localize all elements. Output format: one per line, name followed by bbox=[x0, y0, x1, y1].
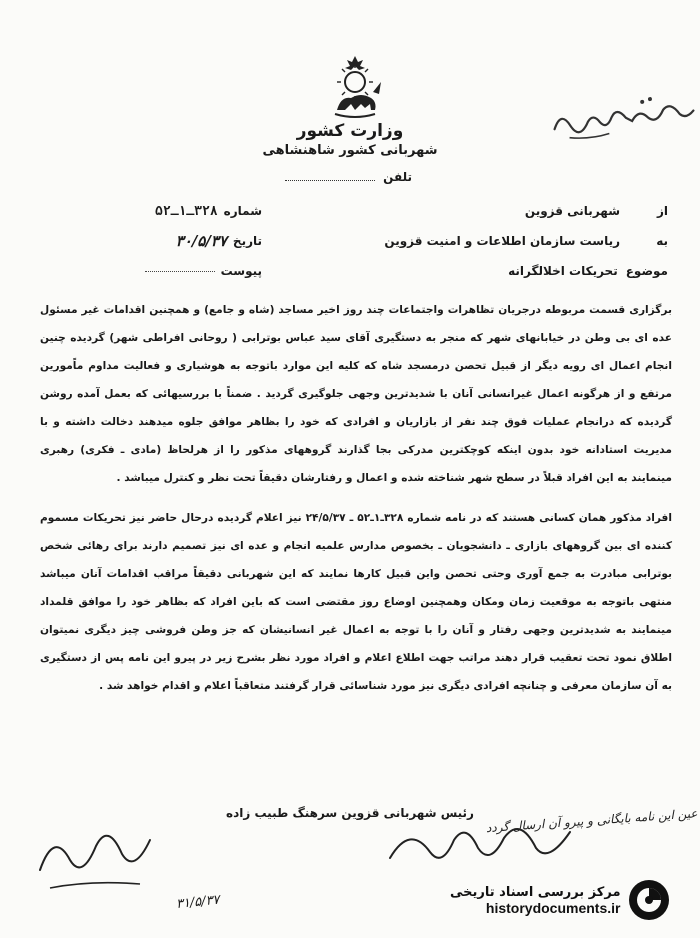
date-row bbox=[52, 226, 262, 256]
signature-line: رئیس شهربانی قزوین سرهنگ طبیب زاده bbox=[226, 806, 474, 820]
attachment-label: پیوست bbox=[220, 264, 262, 278]
subject-value: تحریکات اخلالگرانه bbox=[508, 264, 618, 278]
letter-body bbox=[40, 296, 672, 700]
date-label: تاریخ bbox=[232, 234, 262, 248]
number-value: ۳۲۸ـ۱ـ۵۲ bbox=[155, 203, 218, 219]
lion-and-sun-emblem-icon bbox=[325, 52, 385, 120]
from-label: از bbox=[656, 204, 668, 218]
watermark-title: مرکز بررسی اسناد تاریخی bbox=[450, 884, 621, 900]
to-value: ریاست سازمان اطلاعات و امنیت قزوین bbox=[384, 234, 620, 248]
municipality-title: شهربانی کشور شاهنشاهی bbox=[262, 143, 438, 158]
watermark-text bbox=[450, 885, 621, 916]
letterhead bbox=[230, 120, 470, 160]
body-paragraph-2: افراد مذکور همان کسانی هستند که در نامه شماره ۳۲۸ـ۱ـ۵۲ ـ ۲۴/۵/۳۷ نیز اعلام گردیده درحال حاضر نیز تحریکات مسموم کننده ای بین گروههای بازاری ـ دانشجویان ـ بخصوص مدارس علمیه انجام و عده ای نیز تصمیم دارند برای رهائی شخص بوترابی مبادرت به جمع آوری وحتی تحصن واین قبیل کارها نمایند که این شهربانی دقیقاً مراقب اقدامات آنان میباشد منتهی باتوجه به موقعیت زمان ومکان وهمچنین اوضاع روز مقتضی است که باین افراد که بظاهر خود را موافق قلمداد مینمایند به شدیدترین وجهی رفتار و آنان را با توجه به اعمال غیر انسانیشان که جز وطن فروشی چیز دیگری نمیتوان اطلاق نمود تحت تعقیب قرار دهند مراتب جهت اطلاع اعلام و افراد مورد نظر بشرح زیر در پیرو این نامه پس از دستگیری به آن سازمان معرفی و چنانچه افرادی دیگری نیز مورد شناسائی قرار گرفتند متعاقباً اعلام و اقدام خواهد شد . bbox=[40, 512, 673, 692]
phone-label: تلفن bbox=[383, 170, 412, 184]
number-label: شماره bbox=[223, 204, 262, 218]
to-label: به bbox=[656, 234, 668, 248]
handwritten-initials bbox=[30, 810, 160, 900]
from-value: شهربانی قزوین bbox=[524, 204, 620, 218]
document-metadata bbox=[52, 196, 262, 286]
body-paragraph-1: برگزاری قسمت مربوطه درجریان تظاهرات واجتماعات چند روز اخیر مساجد (شاه و جامع) و همچنین اقدامات غیر مسئول عده ای بی وطن در خیابانهای شهر که منجر به دستگیری آقای سید عباس بوترابی ( روحانی افراطی شهر) گردیده چنین انجام اعمال ای رویه دیگر از قبیل تحصن درمسجد شاه که کلیه این موارد باتوجه به هوشیاری و فعالیت مداوم ماًمورین مرتفع و از هرگونه اعمال غیرانسانی آنان با شدیدترین وجهی جلوگیری گردید . ضمناً با بررسیهائی که بعمل آمده روشن گردیده که درانجام عملیات فوق چند نفر از بازاریان و افرادی که خود را بظاهر موافق جلوه میدهند دخالت داشته و با مدیریت استادانه خود بدون اینکه کوچکترین مدرکی بجا گذارند گروههای مذکور را از هرلحاظ (مادی ـ فکری) رهبری مینمایند به این افراد قبلاً در سطح شهر شناخته شده و اعمال و رفتارشان دقیقاً تحت نظر و کنترل میباشد . bbox=[40, 304, 672, 484]
subject-row bbox=[300, 256, 668, 286]
number-row bbox=[52, 196, 262, 226]
handwritten-date: ۳۱/۵/۳۷ bbox=[175, 892, 221, 913]
attachment-dotline bbox=[145, 271, 215, 272]
subject-label: موضوع bbox=[625, 264, 668, 278]
phone-dotline bbox=[285, 180, 375, 181]
archive-logo-icon bbox=[627, 878, 671, 922]
ministry-title: وزارت کشور bbox=[296, 121, 404, 141]
attachment-row bbox=[52, 256, 262, 286]
watermark-url: historydocuments.ir bbox=[485, 899, 621, 916]
handwritten-note: عین این نامه بایگانی و پیرو آن ارسال گردد bbox=[485, 806, 698, 836]
date-value: ۳۰/۵/۳۷ bbox=[175, 232, 227, 250]
routing-block bbox=[300, 196, 668, 286]
to-row bbox=[300, 226, 668, 256]
handwritten-classification-stamp bbox=[545, 84, 700, 155]
archive-watermark bbox=[450, 866, 696, 934]
from-row bbox=[300, 196, 668, 226]
phone-row bbox=[272, 170, 412, 184]
